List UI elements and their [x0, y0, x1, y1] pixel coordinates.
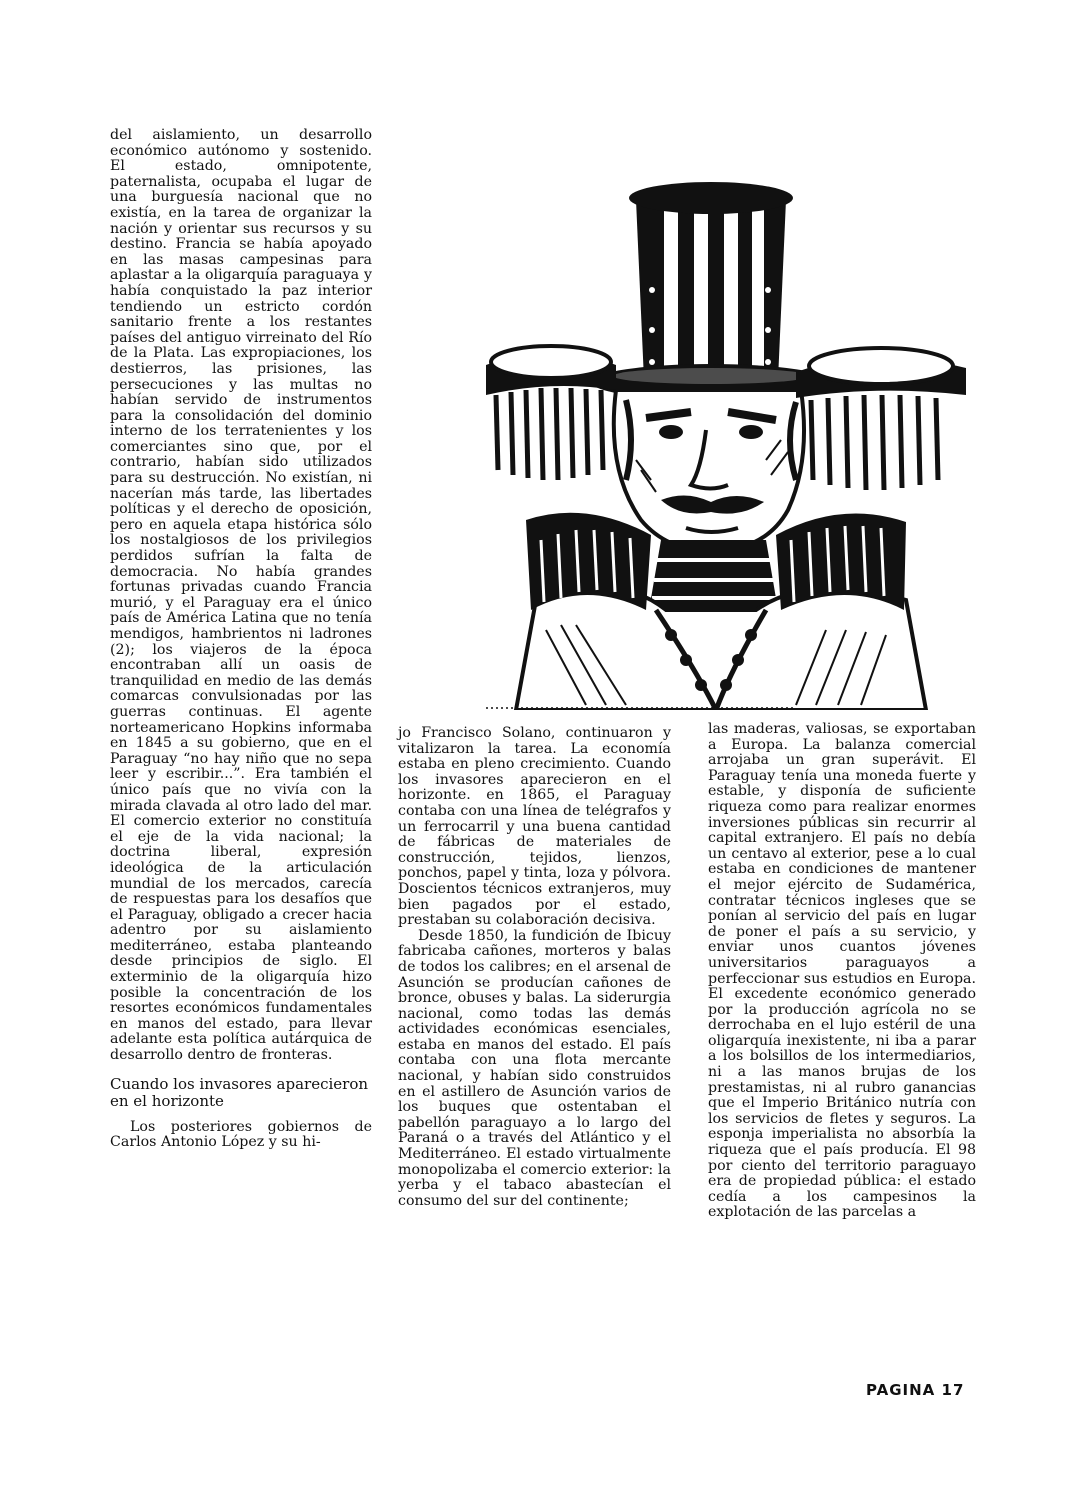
- article-column-2: [398, 726, 671, 1209]
- section-subheading: Cuando los invasores aparecieron en el horizonte: [110, 1074, 369, 1110]
- page-number: PAGINA 17: [866, 1381, 965, 1399]
- paragraph: Los posteriores gobiernos de Carlos Antonio López y su hi-: [110, 1118, 372, 1151]
- paragraph: del aislamiento, un desarrollo económico autónomo y sostenido. El estado, omnipotente, paternalista, ocupaba el lugar de una burguesía nacional que no existía, en la tarea de organizar la nación y orientar sus recursos y su destino. Francia se había apoyado en las masas campesinas para aplastar a la oligarquía paraguaya y había conquistado la paz interior tendiendo un estricto cordón sanitario frente a los restantes países del antiguo virreinato del Río de la Plata. Las expropiaciones, los destierros, las prisiones, las persecuciones y las multas no habían servido de instrumentos para la consolidación del dominio interno de los terratenientes y los comerciantes sino que, por el contrario, habían sido utilizados para su destrucción. No existían, ni nacerían más tarde, las libertades políticas y el derecho de oposición, pero en aquela etapa histórica sólo los nostalgiosos de los privilegios perdidos sufrían la falta de democracia. No había grandes fortunas privadas cuando Francia murió, y el Paraguay era el único país de América Latina que no tenía mendigos, hambrientos ni ladrones (2); los viajeros de la época encontraban allí un oasis de tranquilidad en medio de las demás comarcas convulsionadas por las guerras continuas. El agente norteamericano Hopkins informaba en 1845 a su gobierno, que en el Paraguay “no hay niño que no sepa leer y escribir...”. Era también el único país que no vivía con la mirada clavada al otro lado del mar. El comercio exterior no constituía el eje de la vida nacional; la doctrina liberal, expresión ideológica de la articulación mundial de los mercados, carecía de respuestas para los desafíos que el Paraguay, obligado a crecer hacia adentro por su aislamiento mediterráneo, estaba planteando desde principios de siglo. El exterminio de la oligarquía hizo posible la concentración de los resortes económicos fundamentales en manos del estado, para llevar adelante esta política autárquica de desarrollo dentro de fronteras.: [110, 127, 372, 1064]
- paragraph: Desde 1850, la fundición de Ibicuy fabricaba cañones, morteros y balas de todos los calibres; en el arsenal de Asunción se producían cañones de bronce, obuses y balas. La siderurgia nacional, como todas las demás actividades económicas esenciales, estaba en manos del estado. El país contaba con una flota mercante nacional, y habían sido construidos en el astillero de Asunción varios de los buques que ostentaban el pabellón paraguayo a lo largo del Paraná o a través del Atlántico y el Mediterráneo. El estado virtualmente monopolizaba el comercio exterior: la yerba y el tabaco abastecían el consumo del sur del continente;: [398, 927, 671, 1209]
- article-column-3: [708, 722, 976, 1221]
- paragraph: jo Francisco Solano, continuaron y vitalizaron la tarea. La economía estaba en pleno crecimiento. Cuando los invasores aparecieron en el horizonte. en 1865, el Paraguay contaba con una línea de telégrafos y un ferrocarril y una buena cantidad de fábricas de materiales de construcción, tejidos, lienzos, ponchos, papel y tinta, loza y pólvora. Doscientos técnicos extranjeros, muy bien pagados por el estado, prestaban su colaboración decisiva.: [398, 725, 671, 929]
- paragraph: las maderas, valiosas, se exportaban a Europa. La balanza comercial arrojaba un gran superávit. El Paraguay tenía una moneda fuerte y estable, y disponía de suficiente riqueza como para realizar enormes inversiones públicas sin recurrir al capital extranjero. El país no debía un centavo al exterior, pese a lo cual estaba en condiciones de mantener el mejor ejército de Sudamérica, contratar técnicos ingleses que se ponían al servicio del país en lugar de poner el país a su servicio, y enviar unos cuantos jóvenes universitarios paraguayos a perfeccionar sus estudios en Europa. El excedente económico generado por la producción agrícola no se derrochaba en el lujo estéril de una oligarquía inexistente, ni iba a parar a los bolsillos de los intermediarios, ni a las manos brujas de los prestamistas, ni al rubro ganancias que el Imperio Británico nutría con los servicios de fletes y seguros. La esponja imperialista no absorbía la riqueza que el país producía. El 98 por ciento del territorio paraguayo era de propiedad pública: el estado cedía a los campesinos la explotación de las parcelas a: [708, 721, 976, 1221]
- uncle-sam-general-caricature-icon: [466, 140, 976, 710]
- article-column-1: [110, 128, 372, 1151]
